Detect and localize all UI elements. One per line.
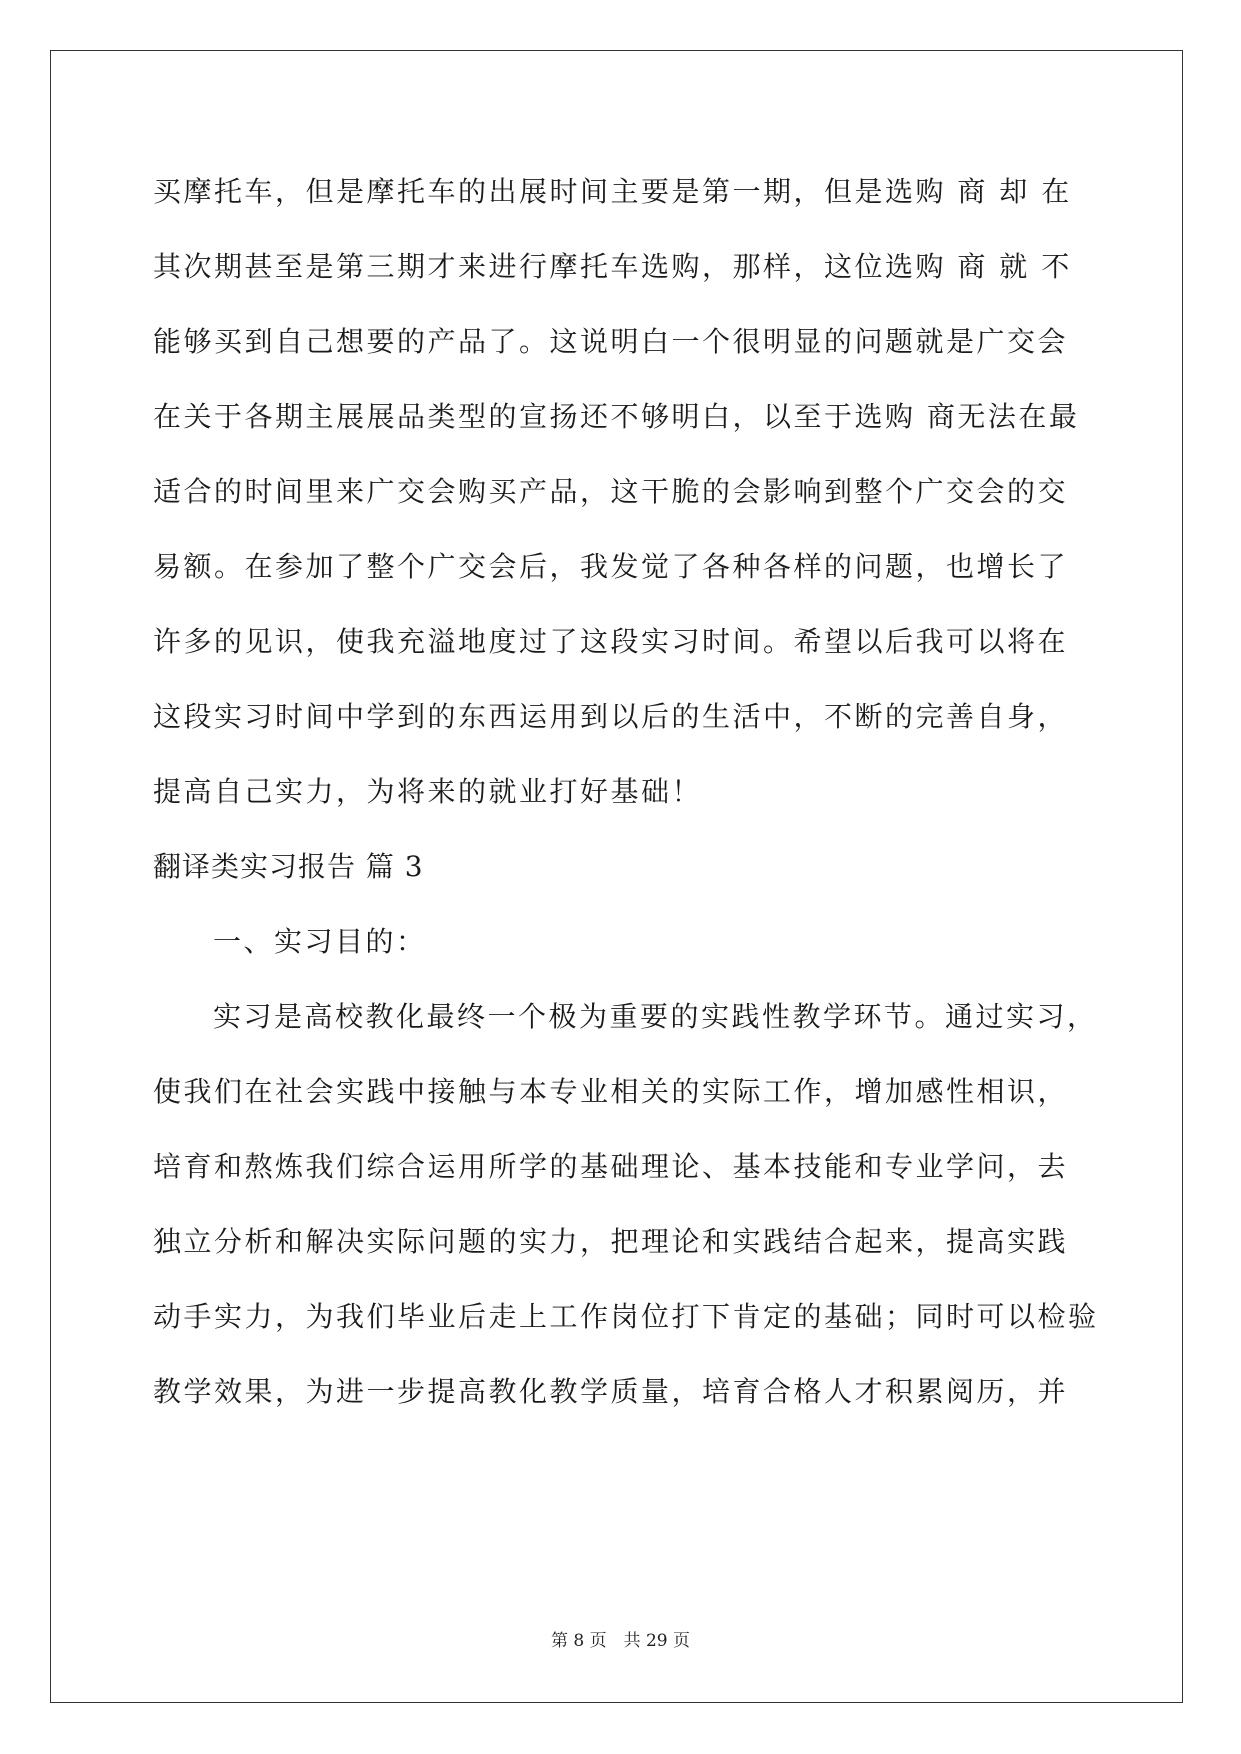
paragraph-line: 其次期甚至是第三期才来进行摩托车选购，那样，这位选购 商 就 不 — [153, 250, 1072, 283]
paragraph-line: 动手实力，为我们毕业后走上工作岗位打下肯定的基础；同时可以检验 — [153, 1300, 1099, 1333]
paragraph-line: 培育和熬炼我们综合运用所学的基础理论、基本技能和专业学问，去 — [153, 1150, 1069, 1183]
paragraph-line: 适合的时间里来广交会购买产品，这干脆的会影响到整个广交会的交 — [153, 475, 1069, 508]
paragraph-line: 这段实习时间中学到的东西运用到以后的生活中，不断的完善自身， — [153, 700, 1069, 733]
paragraph-line: 买摩托车，但是摩托车的出展时间主要是第一期，但是选购 商 却 在 — [153, 175, 1072, 208]
paragraph-line: 提高自己实力，为将来的就业打好基础！ — [153, 775, 703, 808]
subheading: 一、实习目的： — [213, 925, 427, 958]
paragraph-line: 教学效果，为进一步提高教化教学质量，培育合格人才积累阅历，并 — [153, 1375, 1069, 1408]
paragraph-line: 在关于各期主展展品类型的宣扬还不够明白，以至于选购 商无法在最 — [153, 400, 1080, 433]
paragraph-line: 能够买到自己想要的产品了。这说明白一个很明显的问题就是广交会 — [153, 325, 1069, 358]
paragraph-line: 易额。在参加了整个广交会后，我发觉了各种各样的问题，也增长了 — [153, 550, 1069, 583]
page-number-footer: 第 8 页 共 29 页 — [550, 1631, 691, 1651]
section-heading: 翻译类实习报告 篇 3 — [153, 850, 424, 883]
paragraph-line: 使我们在社会实践中接触与本专业相关的实际工作，增加感性相识， — [153, 1075, 1069, 1108]
paragraph-line: 实习是高校教化最终一个极为重要的实践性教学环节。通过实习， — [213, 1000, 1098, 1033]
paragraph-line: 许多的见识，使我充溢地度过了这段实习时间。希望以后我可以将在 — [153, 625, 1069, 658]
paragraph-line: 独立分析和解决实际问题的实力，把理论和实践结合起来，提高实践 — [153, 1225, 1069, 1258]
